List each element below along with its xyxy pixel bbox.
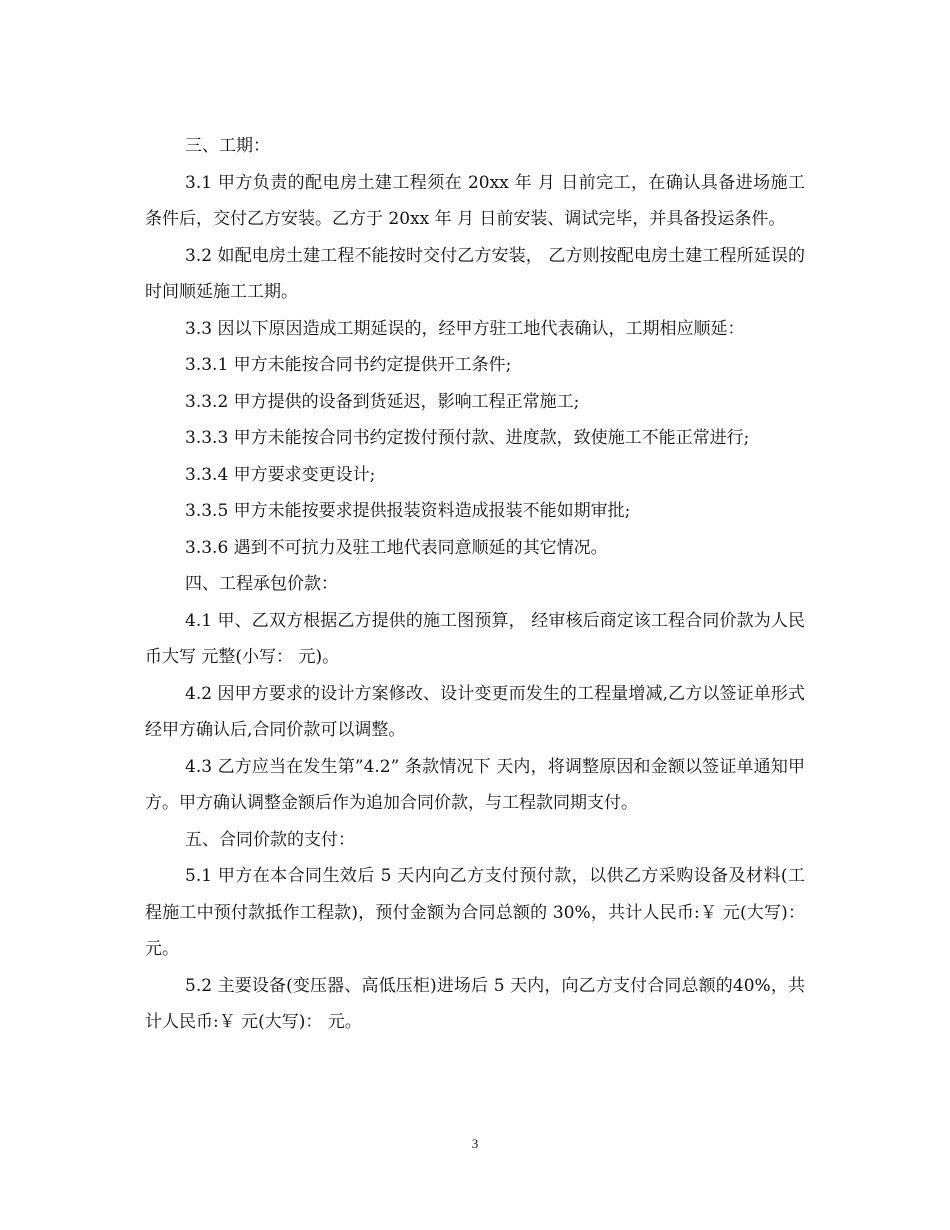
clause-3-3-6: 3.3.6 遇到不可抗力及驻工地代表同意顺延的其它情况。 (185, 537, 608, 558)
clause-3-3-1: 3.3.1 甲方未能按合同书约定提供开工条件; (185, 355, 512, 375)
section-heading-schedule: 三、工期： (185, 136, 270, 156)
section-heading-payment: 五、合同价款的支付： (185, 829, 355, 850)
clause-3-3-2: 3.3.2 甲方提供的设备到货延迟，影响工程正常施工; (185, 391, 580, 412)
clause-4-1: 4.1 甲、乙双方根据乙方提供的施工图预算， 经审核后商定该工程合同价款为人民币大写 元整(小写： 元)。 (145, 610, 805, 667)
clause-5-1: 5.1 甲方在本合同生效后 5 天内向乙方支付预付款，以供乙方采购设备及材料(工程施工中预付款抵作工程款)，预付金额为合同总额的 30%，共计人民币:￥ 元(大写)：元。 (145, 866, 805, 959)
clause-4-3: 4.3 乙方应当在发生第”4.2” 条款情况下 天内，将调整原因和金额以签证单通知甲方。甲方确认调整金额后作为追加合同价款，与工程款同期支付。 (145, 756, 805, 813)
section-heading-price: 四、工程承包价款： (185, 574, 338, 594)
clause-5-2: 5.2 主要设备(变压器、高低压柜)进场后 5 天内，向乙方支付合同总额的40%，共计人民币:￥ 元(大写)： 元。 (145, 975, 805, 1032)
clause-3-3-5: 3.3.5 甲方未能按要求提供报装资料造成报装不能如期审批; (185, 501, 631, 521)
clause-3-2: 3.2 如配电房土建工程不能按时交付乙方安装， 乙方则按配电房土建工程所延误的时间顺延施工工期。 (145, 245, 805, 302)
clause-4-2: 4.2 因甲方要求的设计方案修改、设计变更而发生的工程量增减,乙方以签证单形式经甲方确认后,合同价款可以调整。 (145, 683, 805, 740)
document-body (145, 128, 805, 1041)
page-number: 3 (471, 1136, 479, 1151)
clause-3-3: 3.3 因以下原因造成工期延误的，经甲方驻工地代表确认，工期相应顺延： (185, 318, 745, 339)
clause-3-3-4: 3.3.4 甲方要求变更设计; (185, 464, 376, 485)
clause-3-1: 3.1 甲方负责的配电房土建工程须在 20xx 年 月 日前完工，在确认具备进场施工条件后，交付乙方安装。乙方于 20xx 年 月 日前安装、调试完毕，并具备投运条件。 (145, 172, 805, 229)
clause-3-3-3: 3.3.3 甲方未能按合同书约定拨付预付款、进度款，致使施工不能正常进行; (185, 428, 750, 448)
